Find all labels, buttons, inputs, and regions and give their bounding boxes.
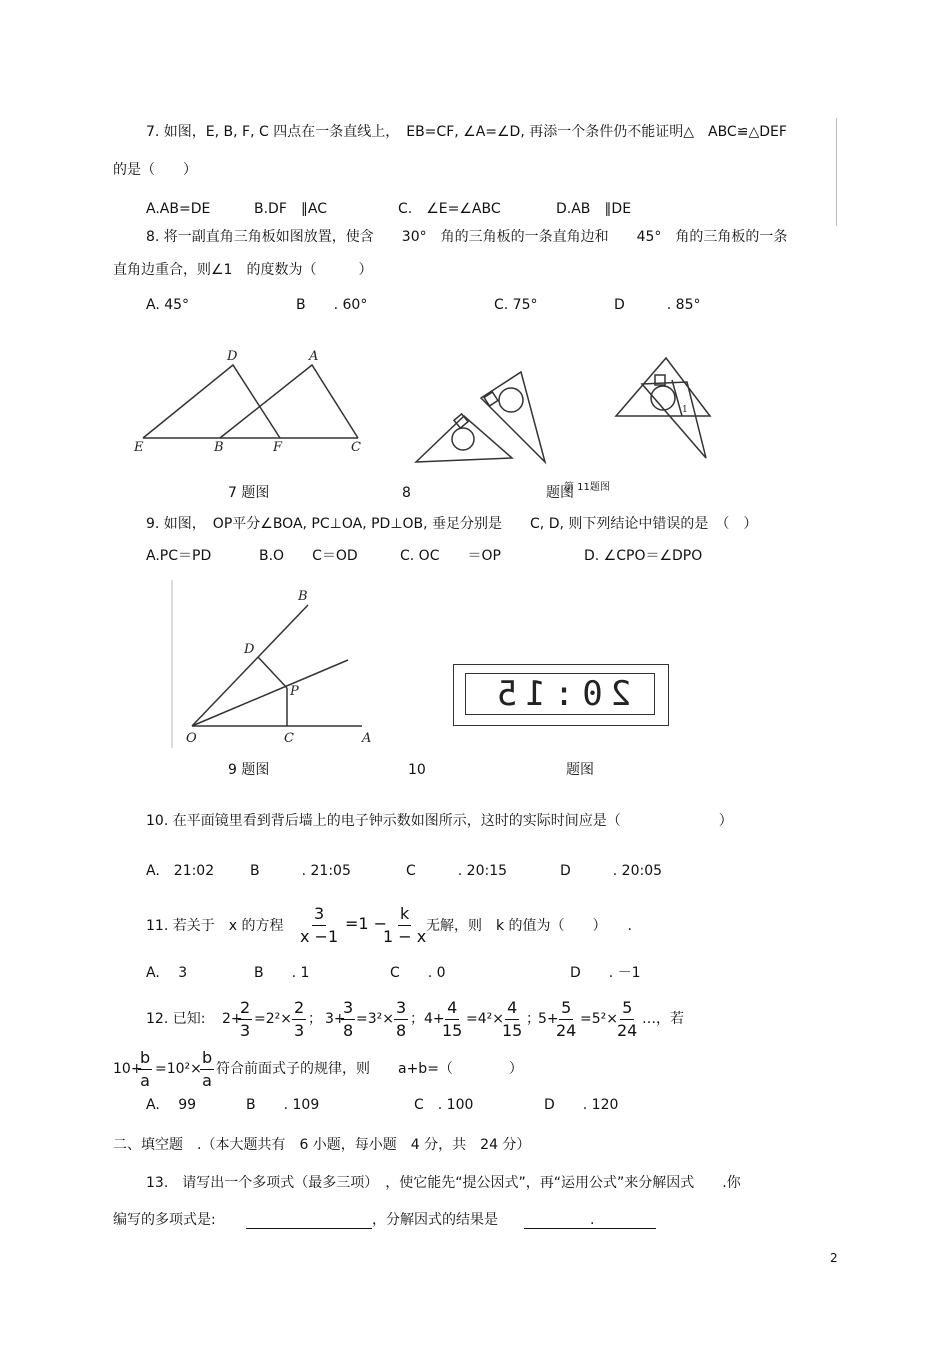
q7-line2: 的是（ ）	[113, 162, 197, 178]
q8-line1: 8. 将一副直角三角板如图放置，使含 30° 角的三角板的一条直角边和 45° 角的三角板的一条	[146, 229, 788, 245]
q12-term4-a: 5+	[538, 1011, 559, 1027]
q12-term1-sep: ；	[308, 1011, 322, 1027]
caption-q11: 第 11题图	[564, 482, 610, 493]
q12-option-b: B . 109	[246, 1097, 320, 1113]
clock-screen	[465, 673, 655, 715]
label-c: C	[351, 440, 361, 455]
q8-option-b: B . 60°	[296, 297, 368, 313]
caption-q8-text: 题图	[546, 485, 574, 501]
digital-clock	[453, 664, 669, 726]
q8-option-c: C. 75°	[494, 297, 538, 313]
q7-line1: 7. 如图，E, B, F, C 四点在一条直线上， EB=CF, ∠A=∠D, 再添一个条件仍不能证明△ ABC≌△DEF	[146, 124, 787, 140]
q11-option-a: A. 3	[146, 965, 188, 981]
q12-option-a: A. 99	[146, 1097, 197, 1113]
q11-fraction-1-numerator: 3	[312, 906, 326, 926]
q12-label: 12. 已知:	[146, 1011, 206, 1027]
angle-1-label: 1	[682, 405, 688, 415]
q12-term3-sep: ；	[526, 1011, 540, 1027]
q13-factorization-blank[interactable]	[524, 1228, 656, 1229]
q12-term2-b: =3²×	[356, 1011, 394, 1027]
label-b: B	[214, 440, 224, 455]
q9-option-d: D. ∠CPO＝∠DPO	[584, 548, 703, 564]
q12-term3-fraction-b: $\frac{4}{15}$	[502, 998, 523, 1040]
q7-option-a: A.AB=DE	[146, 201, 211, 217]
section-2-title: 二、填空题 .（本大题共有 6 小题，每小题 4 分，共 24 分）	[113, 1137, 531, 1153]
q12-term5-fraction: $\frac{b}{a}$	[140, 1048, 151, 1090]
q13-blank-dot: .	[590, 1212, 595, 1228]
label-a: A	[309, 349, 319, 364]
q8-line2: 直角边重合，则∠1 的度数为（ ）	[113, 262, 373, 278]
q11-fraction-2	[383, 906, 426, 945]
label-d: D	[227, 349, 238, 364]
q10-option-b: B . 21:05	[250, 863, 351, 879]
label-d: D	[244, 642, 255, 657]
q12-term3-a: 4+	[424, 1011, 445, 1027]
label-b: B	[298, 589, 308, 604]
q8-option-a: A. 45°	[146, 297, 190, 313]
q11-suffix: 无解，则 k 的值为（ ） .	[426, 918, 633, 934]
q12-term2-fraction: $\frac{3}{8}$	[343, 998, 354, 1040]
q9-option-c: C. OC ＝OP	[400, 548, 501, 564]
q10-option-d: D . 20:05	[560, 863, 663, 879]
q12-term1-fraction: $\frac{2}{3}$	[240, 998, 251, 1040]
label-p: P	[290, 684, 299, 699]
q13-polynomial-blank[interactable]	[246, 1228, 372, 1229]
q12-term2-a: 3+	[325, 1011, 346, 1027]
q12-option-d: D . 120	[544, 1097, 619, 1113]
label-e: E	[134, 440, 144, 455]
q12-option-c: C . 100	[414, 1097, 474, 1113]
q12-term2-sep: ；	[410, 1011, 424, 1027]
q11-option-b: B . 1	[254, 965, 310, 981]
clock-digits: 20:15	[488, 674, 632, 714]
label-f: F	[273, 440, 283, 455]
caption-q10-text: 题图	[566, 762, 594, 778]
q7-option-c: C. ∠E=∠ABC	[398, 201, 501, 217]
q12-term1-a: 2+	[222, 1011, 243, 1027]
q12-term5-b: =10²×	[155, 1061, 202, 1077]
q11-option-d: D . －1	[570, 965, 641, 981]
q13-line2-prefix: 编写的多项式是:	[113, 1212, 216, 1228]
q11-option-c: C . 0	[390, 965, 446, 981]
q12-term5-fraction-b: $\frac{b}{a}$	[202, 1048, 213, 1090]
q11-fraction-2-numerator: k	[398, 906, 411, 926]
label-c: C	[284, 731, 294, 746]
q13-line2-middle: ，分解因式的结果是	[372, 1212, 498, 1228]
q13-line1: 13. 请写出一个多项式（最多三项） ，使它能先“提公因式”，再“运用公式”来分解因式 .你	[146, 1175, 741, 1191]
q9-line1: 9. 如图， OP平分∠BOA, PC⊥OA, PD⊥OB, 垂足分别是 C, D, 则下列结论中错误的是 （ ）	[146, 516, 758, 532]
q12-term4-b: =5²×	[580, 1011, 618, 1027]
q10-text: 10. 在平面镜里看到背后墙上的电子钟示数如图所示，这时的实际时间应是（ ）	[146, 813, 733, 829]
caption-q8-number: 8	[402, 485, 411, 501]
q11-fraction-1-denominator: x −1	[300, 927, 339, 946]
q8-option-d: D . 85°	[614, 297, 701, 313]
q11-fraction-1	[300, 906, 338, 945]
q7-option-d: D.AB ∥DE	[556, 201, 632, 217]
q12-term3-b: =4²×	[466, 1011, 504, 1027]
q10-option-c: C . 20:15	[406, 863, 508, 879]
q12-term4-fraction: $\frac{5}{24}$	[556, 998, 577, 1040]
q12-term3-fraction: $\frac{4}{15}$	[442, 998, 463, 1040]
q9-option-a: A.PC＝PD	[146, 548, 212, 564]
q12-term1-b: =2²×	[254, 1011, 292, 1027]
q7-option-b: B.DF ∥AC	[254, 201, 327, 217]
q11-prefix: 11. 若关于 x 的方程	[146, 918, 284, 934]
q11-fraction-2-denominator: 1 − x	[383, 927, 427, 946]
q12-term2-fraction-b: $\frac{3}{8}$	[396, 998, 407, 1040]
label-a: A	[362, 731, 372, 746]
label-o: O	[186, 731, 197, 746]
q11-equals: =1 −	[345, 914, 388, 933]
q10-option-a: A. 21:02	[146, 863, 215, 879]
caption-q10-number: 10	[408, 762, 426, 778]
caption-q7: 7 题图	[228, 485, 270, 501]
q12-term4-tail: …，若	[642, 1011, 684, 1027]
q12-tail: 符合前面式子的规律，则 a+b=（ ）	[216, 1061, 523, 1077]
q12-term5-a: 10+	[113, 1061, 143, 1077]
q12-term4-fraction-b: $\frac{5}{24}$	[617, 998, 638, 1040]
q9-option-b: B.O C＝OD	[259, 548, 358, 564]
caption-q9: 9 题图	[228, 762, 270, 778]
q12-term1-fraction-b: $\frac{2}{3}$	[294, 998, 305, 1040]
page-number: 2	[830, 1251, 838, 1265]
